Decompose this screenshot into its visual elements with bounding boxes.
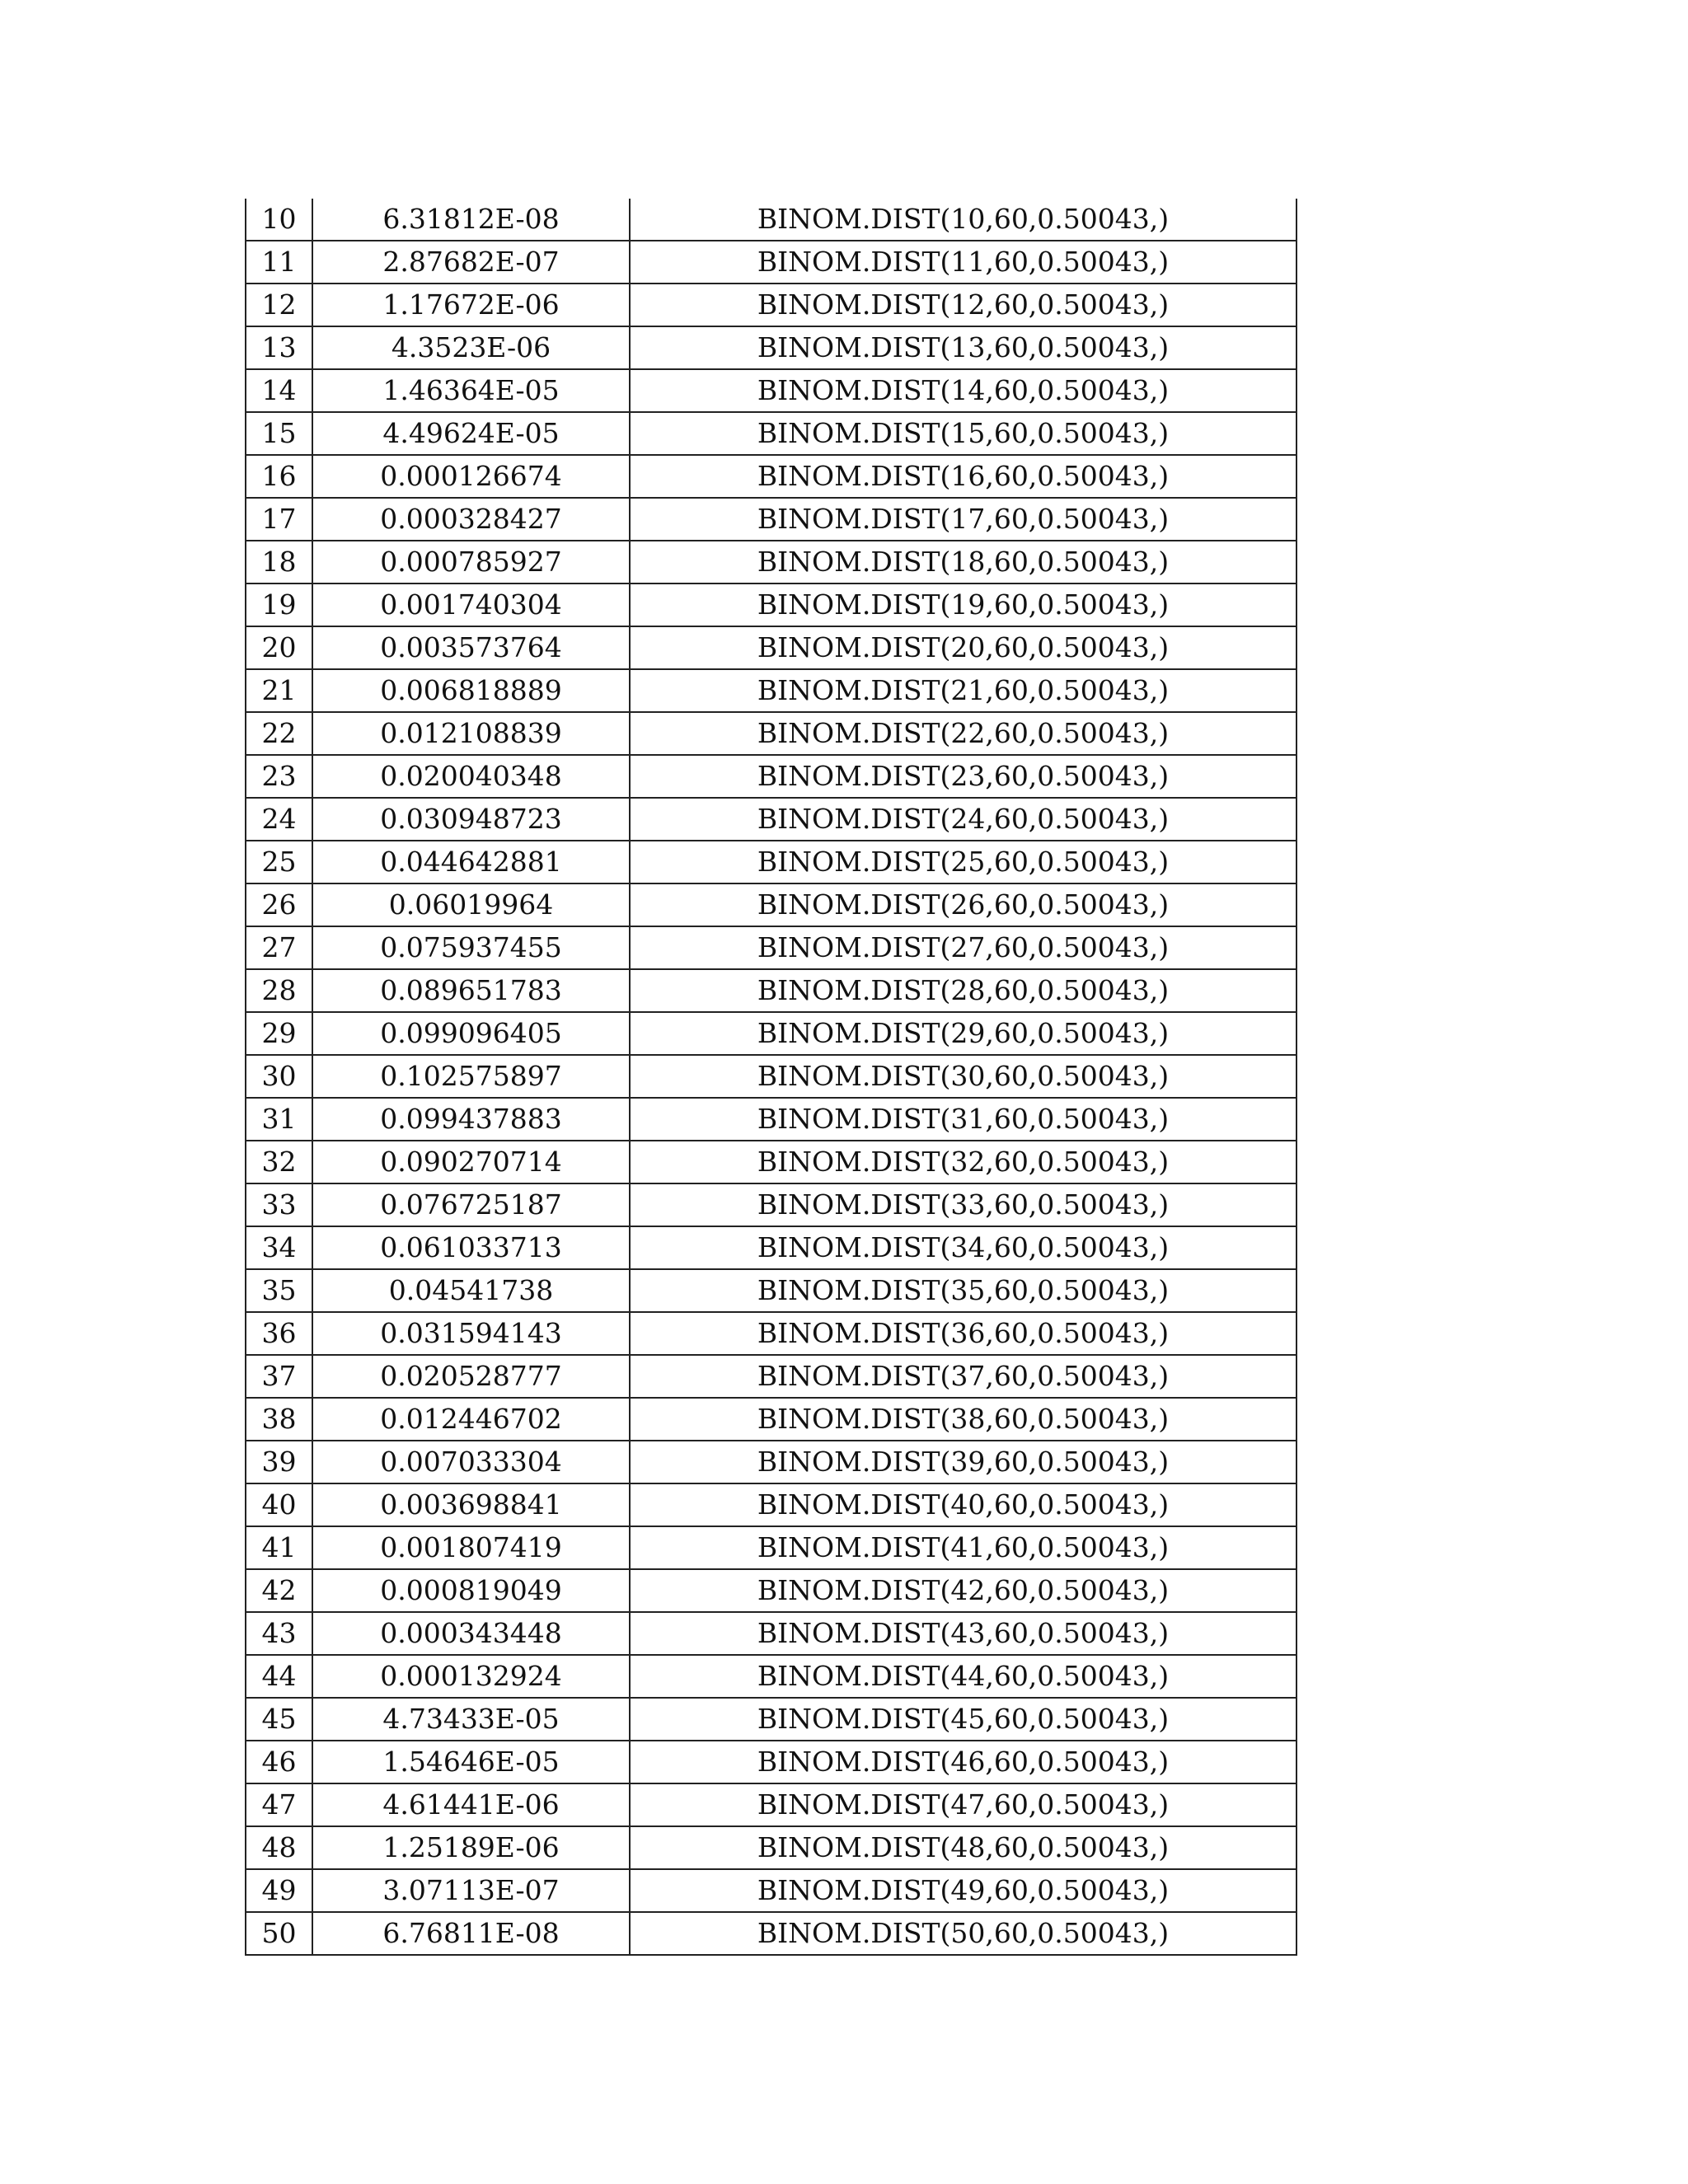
count-cell: 42 bbox=[246, 1569, 312, 1612]
table-row bbox=[246, 1783, 1296, 1826]
probability-cell: 0.001807419 bbox=[312, 1526, 630, 1569]
formula-cell: BINOM.DIST(20,60,0.50043,) bbox=[630, 626, 1296, 669]
formula-cell: BINOM.DIST(50,60,0.50043,) bbox=[630, 1912, 1296, 1955]
count-cell: 35 bbox=[246, 1269, 312, 1312]
formula-cell: BINOM.DIST(18,60,0.50043,) bbox=[630, 541, 1296, 583]
probability-cell: 0.020528777 bbox=[312, 1355, 630, 1398]
count-cell: 36 bbox=[246, 1312, 312, 1355]
probability-cell: 3.07113E-07 bbox=[312, 1869, 630, 1912]
table-row bbox=[246, 798, 1296, 841]
table-row bbox=[246, 626, 1296, 669]
probability-cell: 0.012446702 bbox=[312, 1398, 630, 1441]
count-cell: 20 bbox=[246, 626, 312, 669]
table-row bbox=[246, 583, 1296, 626]
binomial-distribution-table bbox=[245, 199, 1297, 1956]
probability-cell: 0.000328427 bbox=[312, 498, 630, 541]
formula-cell: BINOM.DIST(12,60,0.50043,) bbox=[630, 284, 1296, 326]
probability-cell: 0.089651783 bbox=[312, 969, 630, 1012]
formula-cell: BINOM.DIST(24,60,0.50043,) bbox=[630, 798, 1296, 841]
table-row bbox=[246, 498, 1296, 541]
table-row bbox=[246, 1655, 1296, 1698]
count-cell: 50 bbox=[246, 1912, 312, 1955]
probability-cell: 0.075937455 bbox=[312, 926, 630, 969]
probability-cell: 6.76811E-08 bbox=[312, 1912, 630, 1955]
table-row bbox=[246, 541, 1296, 583]
count-cell: 12 bbox=[246, 284, 312, 326]
probability-cell: 0.006818889 bbox=[312, 669, 630, 712]
count-cell: 28 bbox=[246, 969, 312, 1012]
probability-cell: 0.090270714 bbox=[312, 1141, 630, 1183]
table-row bbox=[246, 284, 1296, 326]
probability-cell: 4.61441E-06 bbox=[312, 1783, 630, 1826]
formula-cell: BINOM.DIST(47,60,0.50043,) bbox=[630, 1783, 1296, 1826]
formula-cell: BINOM.DIST(45,60,0.50043,) bbox=[630, 1698, 1296, 1741]
table-row bbox=[246, 1441, 1296, 1483]
count-cell: 46 bbox=[246, 1741, 312, 1783]
formula-cell: BINOM.DIST(43,60,0.50043,) bbox=[630, 1612, 1296, 1655]
formula-cell: BINOM.DIST(34,60,0.50043,) bbox=[630, 1226, 1296, 1269]
count-cell: 47 bbox=[246, 1783, 312, 1826]
probability-cell: 0.000126674 bbox=[312, 455, 630, 498]
table-row bbox=[246, 669, 1296, 712]
table-row bbox=[246, 369, 1296, 412]
formula-cell: BINOM.DIST(44,60,0.50043,) bbox=[630, 1655, 1296, 1698]
formula-cell: BINOM.DIST(48,60,0.50043,) bbox=[630, 1826, 1296, 1869]
table-row bbox=[246, 1741, 1296, 1783]
count-cell: 17 bbox=[246, 498, 312, 541]
table-row bbox=[246, 199, 1296, 241]
table-row bbox=[246, 1055, 1296, 1098]
count-cell: 16 bbox=[246, 455, 312, 498]
formula-cell: BINOM.DIST(36,60,0.50043,) bbox=[630, 1312, 1296, 1355]
formula-cell: BINOM.DIST(29,60,0.50043,) bbox=[630, 1012, 1296, 1055]
count-cell: 11 bbox=[246, 241, 312, 284]
probability-cell: 0.061033713 bbox=[312, 1226, 630, 1269]
formula-cell: BINOM.DIST(31,60,0.50043,) bbox=[630, 1098, 1296, 1141]
table-row bbox=[246, 326, 1296, 369]
count-cell: 13 bbox=[246, 326, 312, 369]
count-cell: 23 bbox=[246, 755, 312, 798]
formula-cell: BINOM.DIST(14,60,0.50043,) bbox=[630, 369, 1296, 412]
formula-cell: BINOM.DIST(41,60,0.50043,) bbox=[630, 1526, 1296, 1569]
table-body bbox=[246, 199, 1296, 1955]
formula-cell: BINOM.DIST(33,60,0.50043,) bbox=[630, 1183, 1296, 1226]
count-cell: 27 bbox=[246, 926, 312, 969]
table-row bbox=[246, 1912, 1296, 1955]
probability-cell: 0.003698841 bbox=[312, 1483, 630, 1526]
probability-cell: 0.06019964 bbox=[312, 883, 630, 926]
table-row bbox=[246, 1398, 1296, 1441]
formula-cell: BINOM.DIST(30,60,0.50043,) bbox=[630, 1055, 1296, 1098]
count-cell: 39 bbox=[246, 1441, 312, 1483]
probability-cell: 1.54646E-05 bbox=[312, 1741, 630, 1783]
probability-cell: 0.076725187 bbox=[312, 1183, 630, 1226]
count-cell: 10 bbox=[246, 199, 312, 241]
table-row bbox=[246, 926, 1296, 969]
count-cell: 22 bbox=[246, 712, 312, 755]
formula-cell: BINOM.DIST(19,60,0.50043,) bbox=[630, 583, 1296, 626]
formula-cell: BINOM.DIST(42,60,0.50043,) bbox=[630, 1569, 1296, 1612]
table-row bbox=[246, 1483, 1296, 1526]
probability-cell: 0.030948723 bbox=[312, 798, 630, 841]
table-row bbox=[246, 455, 1296, 498]
table-row bbox=[246, 1355, 1296, 1398]
count-cell: 33 bbox=[246, 1183, 312, 1226]
probability-cell: 0.031594143 bbox=[312, 1312, 630, 1355]
table-row bbox=[246, 712, 1296, 755]
count-cell: 40 bbox=[246, 1483, 312, 1526]
probability-cell: 4.49624E-05 bbox=[312, 412, 630, 455]
probability-cell: 4.73433E-05 bbox=[312, 1698, 630, 1741]
count-cell: 43 bbox=[246, 1612, 312, 1655]
probability-cell: 0.102575897 bbox=[312, 1055, 630, 1098]
table-row bbox=[246, 1569, 1296, 1612]
count-cell: 14 bbox=[246, 369, 312, 412]
table-row bbox=[246, 1226, 1296, 1269]
count-cell: 15 bbox=[246, 412, 312, 455]
table-row bbox=[246, 1269, 1296, 1312]
count-cell: 24 bbox=[246, 798, 312, 841]
probability-cell: 0.001740304 bbox=[312, 583, 630, 626]
table-row bbox=[246, 1012, 1296, 1055]
probability-cell: 0.000785927 bbox=[312, 541, 630, 583]
formula-cell: BINOM.DIST(38,60,0.50043,) bbox=[630, 1398, 1296, 1441]
probability-cell: 1.46364E-05 bbox=[312, 369, 630, 412]
count-cell: 19 bbox=[246, 583, 312, 626]
probability-cell: 0.003573764 bbox=[312, 626, 630, 669]
table-row bbox=[246, 1098, 1296, 1141]
probability-cell: 1.25189E-06 bbox=[312, 1826, 630, 1869]
table-row bbox=[246, 1183, 1296, 1226]
probability-cell: 0.007033304 bbox=[312, 1441, 630, 1483]
count-cell: 21 bbox=[246, 669, 312, 712]
probability-cell: 0.000132924 bbox=[312, 1655, 630, 1698]
table-row bbox=[246, 412, 1296, 455]
table-row bbox=[246, 1312, 1296, 1355]
table-row bbox=[246, 1612, 1296, 1655]
count-cell: 49 bbox=[246, 1869, 312, 1912]
probability-cell: 0.044642881 bbox=[312, 841, 630, 883]
count-cell: 45 bbox=[246, 1698, 312, 1741]
formula-cell: BINOM.DIST(10,60,0.50043,) bbox=[630, 199, 1296, 241]
probability-cell: 2.87682E-07 bbox=[312, 241, 630, 284]
formula-cell: BINOM.DIST(28,60,0.50043,) bbox=[630, 969, 1296, 1012]
formula-cell: BINOM.DIST(27,60,0.50043,) bbox=[630, 926, 1296, 969]
probability-cell: 0.099437883 bbox=[312, 1098, 630, 1141]
probability-cell: 1.17672E-06 bbox=[312, 284, 630, 326]
count-cell: 30 bbox=[246, 1055, 312, 1098]
probability-cell: 4.3523E-06 bbox=[312, 326, 630, 369]
count-cell: 26 bbox=[246, 883, 312, 926]
probability-cell: 0.099096405 bbox=[312, 1012, 630, 1055]
table-row bbox=[246, 969, 1296, 1012]
count-cell: 31 bbox=[246, 1098, 312, 1141]
count-cell: 32 bbox=[246, 1141, 312, 1183]
formula-cell: BINOM.DIST(40,60,0.50043,) bbox=[630, 1483, 1296, 1526]
count-cell: 38 bbox=[246, 1398, 312, 1441]
count-cell: 37 bbox=[246, 1355, 312, 1398]
table-row bbox=[246, 755, 1296, 798]
table-row bbox=[246, 1826, 1296, 1869]
table-row bbox=[246, 1869, 1296, 1912]
probability-cell: 0.020040348 bbox=[312, 755, 630, 798]
probability-cell: 0.04541738 bbox=[312, 1269, 630, 1312]
formula-cell: BINOM.DIST(17,60,0.50043,) bbox=[630, 498, 1296, 541]
table-row bbox=[246, 1526, 1296, 1569]
formula-cell: BINOM.DIST(16,60,0.50043,) bbox=[630, 455, 1296, 498]
count-cell: 25 bbox=[246, 841, 312, 883]
table-row bbox=[246, 883, 1296, 926]
probability-cell: 0.000819049 bbox=[312, 1569, 630, 1612]
formula-cell: BINOM.DIST(25,60,0.50043,) bbox=[630, 841, 1296, 883]
formula-cell: BINOM.DIST(26,60,0.50043,) bbox=[630, 883, 1296, 926]
probability-cell: 0.000343448 bbox=[312, 1612, 630, 1655]
formula-cell: BINOM.DIST(11,60,0.50043,) bbox=[630, 241, 1296, 284]
count-cell: 48 bbox=[246, 1826, 312, 1869]
formula-cell: BINOM.DIST(13,60,0.50043,) bbox=[630, 326, 1296, 369]
formula-cell: BINOM.DIST(21,60,0.50043,) bbox=[630, 669, 1296, 712]
formula-cell: BINOM.DIST(37,60,0.50043,) bbox=[630, 1355, 1296, 1398]
formula-cell: BINOM.DIST(22,60,0.50043,) bbox=[630, 712, 1296, 755]
table-row bbox=[246, 241, 1296, 284]
formula-cell: BINOM.DIST(46,60,0.50043,) bbox=[630, 1741, 1296, 1783]
probability-cell: 0.012108839 bbox=[312, 712, 630, 755]
formula-cell: BINOM.DIST(32,60,0.50043,) bbox=[630, 1141, 1296, 1183]
count-cell: 41 bbox=[246, 1526, 312, 1569]
formula-cell: BINOM.DIST(23,60,0.50043,) bbox=[630, 755, 1296, 798]
formula-cell: BINOM.DIST(49,60,0.50043,) bbox=[630, 1869, 1296, 1912]
table-row bbox=[246, 841, 1296, 883]
count-cell: 29 bbox=[246, 1012, 312, 1055]
count-cell: 18 bbox=[246, 541, 312, 583]
count-cell: 34 bbox=[246, 1226, 312, 1269]
probability-cell: 6.31812E-08 bbox=[312, 199, 630, 241]
table-row bbox=[246, 1141, 1296, 1183]
table-row bbox=[246, 1698, 1296, 1741]
formula-cell: BINOM.DIST(39,60,0.50043,) bbox=[630, 1441, 1296, 1483]
formula-cell: BINOM.DIST(35,60,0.50043,) bbox=[630, 1269, 1296, 1312]
formula-cell: BINOM.DIST(15,60,0.50043,) bbox=[630, 412, 1296, 455]
count-cell: 44 bbox=[246, 1655, 312, 1698]
